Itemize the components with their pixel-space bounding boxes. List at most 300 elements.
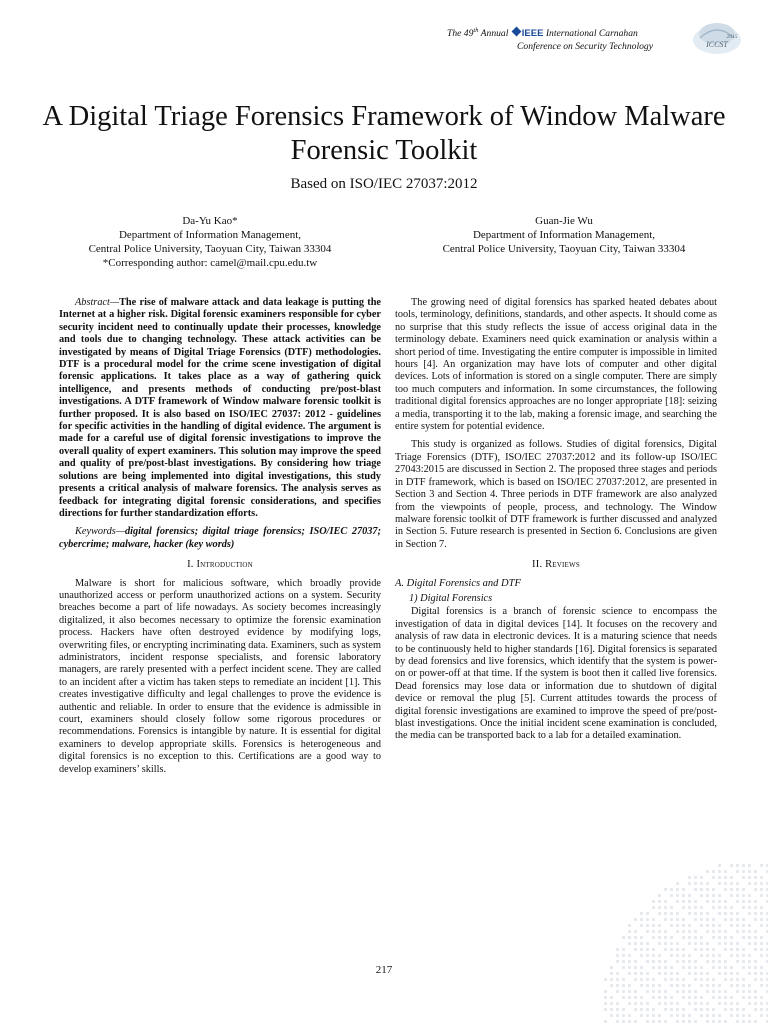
watermark-dot [688, 996, 691, 999]
watermark-dot [670, 1014, 673, 1017]
watermark-dot [754, 1008, 757, 1011]
watermark-dot [694, 906, 697, 909]
watermark-dot [748, 936, 751, 939]
watermark-dot [748, 924, 751, 927]
watermark-dot [622, 984, 625, 987]
watermark-dot [682, 900, 685, 903]
watermark-dot [658, 930, 661, 933]
watermark-dot [742, 996, 745, 999]
watermark-dot [604, 1008, 607, 1011]
watermark-dot [706, 948, 709, 951]
watermark-dot [652, 918, 655, 921]
watermark-dot [664, 978, 667, 981]
watermark-dot [694, 912, 697, 915]
watermark-dot [754, 948, 757, 951]
watermark-dot [700, 1002, 703, 1005]
watermark-dot [658, 1002, 661, 1005]
watermark-dot [718, 990, 721, 993]
watermark-dot [724, 948, 727, 951]
watermark-dot [730, 876, 733, 879]
watermark-dot [712, 996, 715, 999]
author-affiliation: Central Police University, Taoyuan City, Taiwan 33304 [88, 243, 332, 255]
watermark-dot [754, 936, 757, 939]
watermark-dot [682, 1014, 685, 1017]
watermark-dot [718, 996, 721, 999]
watermark-dot [712, 954, 715, 957]
watermark-dot [712, 978, 715, 981]
watermark-dot [628, 954, 631, 957]
watermark-dot [712, 930, 715, 933]
watermark-dot [646, 918, 649, 921]
watermark-dot [616, 1008, 619, 1011]
watermark-dot [712, 960, 715, 963]
watermark-dot [688, 1014, 691, 1017]
left-column [59, 297, 381, 782]
watermark-dot [682, 1020, 685, 1023]
watermark-dot [634, 930, 637, 933]
watermark-dot [724, 888, 727, 891]
watermark-dot [670, 936, 673, 939]
watermark-dot [712, 870, 715, 873]
watermark-dot [628, 996, 631, 999]
watermark-dot [616, 948, 619, 951]
watermark-dot [736, 864, 739, 867]
watermark-dot [730, 936, 733, 939]
watermark-dot [688, 960, 691, 963]
watermark-dot [676, 888, 679, 891]
watermark-dot [712, 876, 715, 879]
watermark-dot [706, 978, 709, 981]
watermark-dot [748, 870, 751, 873]
watermark-dot [730, 882, 733, 885]
watermark-dot [646, 960, 649, 963]
watermark-dot [628, 960, 631, 963]
watermark-dot [634, 1008, 637, 1011]
watermark-dot [622, 1020, 625, 1023]
watermark-dot [610, 1014, 613, 1017]
watermark-dot [604, 1020, 607, 1023]
watermark-dot [718, 882, 721, 885]
watermark-dot [646, 990, 649, 993]
watermark-dot [700, 906, 703, 909]
watermark-dot [712, 936, 715, 939]
watermark-dot [622, 996, 625, 999]
watermark-dot [664, 1020, 667, 1023]
watermark-dot [664, 930, 667, 933]
watermark-dot [628, 1002, 631, 1005]
watermark-dot [688, 1020, 691, 1023]
author-block-2 [394, 214, 734, 256]
watermark-dot [616, 1014, 619, 1017]
watermark-dot [724, 876, 727, 879]
watermark-dot [730, 942, 733, 945]
watermark-dot [724, 978, 727, 981]
watermark-dot [670, 984, 673, 987]
watermark-dot [712, 894, 715, 897]
watermark-dot [754, 888, 757, 891]
watermark-dot [706, 1002, 709, 1005]
watermark-dot [652, 1014, 655, 1017]
author-name: Guan-Jie Wu [535, 215, 593, 227]
watermark-dot [718, 924, 721, 927]
watermark-dot [682, 978, 685, 981]
watermark-dot [700, 954, 703, 957]
watermark-dot [652, 936, 655, 939]
watermark-dot [736, 930, 739, 933]
watermark-dot [748, 900, 751, 903]
watermark-dot [718, 930, 721, 933]
watermark-dot [730, 948, 733, 951]
watermark-dot [724, 930, 727, 933]
watermark-dot [736, 1008, 739, 1011]
watermark-dot [664, 960, 667, 963]
watermark-dot [724, 996, 727, 999]
watermark-dot [676, 1008, 679, 1011]
watermark-dot [754, 906, 757, 909]
watermark-dot [670, 888, 673, 891]
watermark-dot [682, 960, 685, 963]
watermark-dot [610, 978, 613, 981]
watermark-dot [760, 942, 763, 945]
watermark-dot [730, 864, 733, 867]
page-number: 217 [375, 964, 393, 976]
watermark-dot [700, 996, 703, 999]
watermark-dot [628, 1014, 631, 1017]
logo-text: ICCST [706, 40, 728, 49]
watermark-dot [688, 930, 691, 933]
watermark-dot [748, 1014, 751, 1017]
watermark-dot [676, 924, 679, 927]
watermark-dot [706, 894, 709, 897]
watermark-dot [742, 1008, 745, 1011]
watermark-dot [748, 990, 751, 993]
watermark-dot [682, 918, 685, 921]
watermark-dot [610, 1002, 613, 1005]
watermark-dot [646, 978, 649, 981]
watermark-dot [634, 960, 637, 963]
watermark-dot [754, 1002, 757, 1005]
watermark-dot [634, 918, 637, 921]
watermark-dot [682, 930, 685, 933]
watermark-dot [688, 984, 691, 987]
watermark-dot [700, 1014, 703, 1017]
watermark-dot [664, 888, 667, 891]
watermark-dot [688, 1002, 691, 1005]
watermark-dot [706, 1020, 709, 1023]
watermark-dot [670, 912, 673, 915]
watermark-dot [724, 870, 727, 873]
watermark-dot [652, 984, 655, 987]
watermark-dot [676, 912, 679, 915]
watermark-dot [760, 1008, 763, 1011]
watermark-dot [700, 978, 703, 981]
watermark-dot [682, 996, 685, 999]
watermark-dot [712, 888, 715, 891]
watermark-dot [706, 984, 709, 987]
watermark-dot [676, 960, 679, 963]
watermark-dot [700, 1008, 703, 1011]
watermark-dot [736, 948, 739, 951]
watermark-dot [670, 894, 673, 897]
watermark-dot [694, 900, 697, 903]
watermark-dot [748, 864, 751, 867]
watermark-dot [700, 918, 703, 921]
watermark-dot [634, 936, 637, 939]
abstract: Abstract—The rise of malware attack and data leakage is putting the Internet at a higher risk. Digital forensic examiners responsible for cyber security incident need to continually update their processes, knowledge and tools due to changing technology. These attack activities can be investigated by means of Digital Triage Forensics (DTF) methodologies. DTF is a procedural model for the crime scene investigation of digital forensic applications. It takes place as a way of gathering quick intelligence, and presents methods of conducting pre/post-blast investigations. A DTF framework of Window malware forensic toolkit is further proposed. It is also based on ISO/IEC 27037: 2012 - guidelines for specific activities in the handling of digital evidence. The argument is made for a careful use of digital forensic investigations to improve the overall quality of expert examiners. This solution may improve the speed and quality of pre/post-blast investigations. By considering how triage solutions are being implemented into digital investigations, this study presents a critical analysis of malware forensics. The analysis serves as feedback for integrating digital forensic considerations, and specifies directions for further standardization efforts. [59, 297, 381, 519]
watermark-dot [622, 960, 625, 963]
watermark-dot [622, 1014, 625, 1017]
watermark-dot [664, 918, 667, 921]
watermark-dot [760, 936, 763, 939]
watermark-dot [658, 1020, 661, 1023]
conference-line-1: The 49th Annual IEEE International Carnahan [447, 27, 638, 40]
watermark-dot [748, 894, 751, 897]
section-heading-reviews: II. Reviews [532, 559, 580, 571]
watermark-dot [742, 924, 745, 927]
watermark-dot [730, 1002, 733, 1005]
watermark-dot [718, 936, 721, 939]
subsection-heading-a: A. Digital Forensics and DTF [395, 577, 521, 589]
watermark-dot [640, 984, 643, 987]
watermark-dot [760, 912, 763, 915]
watermark-dot [700, 924, 703, 927]
watermark-dot [670, 978, 673, 981]
watermark-dot [670, 1002, 673, 1005]
watermark-dot [664, 912, 667, 915]
watermark-dot [754, 882, 757, 885]
watermark-dot [664, 996, 667, 999]
watermark-dot [700, 942, 703, 945]
watermark-dot [676, 954, 679, 957]
watermark-dot [694, 978, 697, 981]
watermark-dot [718, 1020, 721, 1023]
watermark-dot [652, 954, 655, 957]
watermark-dot [676, 984, 679, 987]
watermark-dot [688, 906, 691, 909]
watermark-dot [694, 996, 697, 999]
watermark-dot [736, 918, 739, 921]
watermark-dot [622, 954, 625, 957]
watermark-dot [718, 1002, 721, 1005]
watermark-dot [640, 936, 643, 939]
watermark-dot [628, 1020, 631, 1023]
watermark-dot [754, 978, 757, 981]
watermark-dot [724, 960, 727, 963]
watermark-dot [754, 960, 757, 963]
watermark-dot [658, 942, 661, 945]
watermark-dot [682, 906, 685, 909]
watermark-dot [694, 876, 697, 879]
watermark-dot [742, 1014, 745, 1017]
watermark-dot [754, 990, 757, 993]
watermark-dot [658, 954, 661, 957]
watermark-dot [718, 906, 721, 909]
watermark-dot [610, 996, 613, 999]
subsubsection-heading-1: 1) Digital Forensics [409, 592, 493, 604]
world-map-watermark-icon [600, 860, 768, 1024]
watermark-dot [760, 1014, 763, 1017]
watermark-dot [694, 936, 697, 939]
watermark-dot [694, 990, 697, 993]
watermark-dot [712, 900, 715, 903]
watermark-dot [628, 930, 631, 933]
watermark-dot [736, 954, 739, 957]
watermark-dot [736, 1020, 739, 1023]
watermark-dot [646, 1014, 649, 1017]
watermark-dot [700, 888, 703, 891]
watermark-dot [640, 978, 643, 981]
watermark-dot [730, 894, 733, 897]
watermark-dot [604, 996, 607, 999]
watermark-dot [760, 888, 763, 891]
watermark-dot [640, 948, 643, 951]
paper-subtitle: Based on ISO/IEC 27037:2012 [290, 176, 478, 192]
watermark-dot [754, 918, 757, 921]
watermark-dot [682, 990, 685, 993]
watermark-dot [694, 882, 697, 885]
watermark-dot [694, 948, 697, 951]
watermark-dot [760, 876, 763, 879]
watermark-dot [640, 954, 643, 957]
watermark-dot [706, 912, 709, 915]
watermark-dot [706, 1008, 709, 1011]
watermark-dot [616, 990, 619, 993]
watermark-dot [718, 954, 721, 957]
watermark-dot [742, 948, 745, 951]
watermark-dot [640, 924, 643, 927]
watermark-dot [748, 1020, 751, 1023]
watermark-dot [652, 924, 655, 927]
watermark-dot [730, 984, 733, 987]
watermark-dot [658, 906, 661, 909]
watermark-dot [652, 1008, 655, 1011]
watermark-dot [670, 918, 673, 921]
watermark-dot [670, 1008, 673, 1011]
watermark-dot [694, 960, 697, 963]
watermark-dot [634, 948, 637, 951]
watermark-dot [682, 888, 685, 891]
watermark-dot [622, 1008, 625, 1011]
watermark-dot [682, 924, 685, 927]
watermark-dot [658, 996, 661, 999]
watermark-dot [748, 930, 751, 933]
watermark-dot [652, 1020, 655, 1023]
watermark-dot [760, 924, 763, 927]
watermark-dot [616, 978, 619, 981]
watermark-dot [640, 1002, 643, 1005]
watermark-dot [748, 960, 751, 963]
watermark-dot [724, 1002, 727, 1005]
watermark-dot [718, 870, 721, 873]
watermark-dot [670, 948, 673, 951]
watermark-dot [736, 942, 739, 945]
watermark-dot [748, 876, 751, 879]
watermark-dot [646, 942, 649, 945]
watermark-dot [754, 1020, 757, 1023]
conference-line-2: Conference on Security Technology [517, 41, 653, 53]
author-name: Da-Yu Kao* [182, 215, 238, 227]
watermark-dot [760, 906, 763, 909]
watermark-dot [670, 996, 673, 999]
watermark-dot [634, 1020, 637, 1023]
watermark-dot [718, 1014, 721, 1017]
watermark-dot [634, 990, 637, 993]
watermark-dot [718, 864, 721, 867]
watermark-dot [760, 996, 763, 999]
watermark-dot [688, 990, 691, 993]
watermark-dot [676, 1002, 679, 1005]
watermark-dot [700, 936, 703, 939]
watermark-dot [736, 960, 739, 963]
watermark-dot [712, 984, 715, 987]
watermark-dot [754, 870, 757, 873]
watermark-dot [754, 942, 757, 945]
watermark-dot [676, 882, 679, 885]
watermark-dot [640, 918, 643, 921]
watermark-dot [664, 942, 667, 945]
watermark-dot [676, 918, 679, 921]
watermark-dot [712, 948, 715, 951]
watermark-dot [682, 894, 685, 897]
watermark-dot [724, 882, 727, 885]
watermark-dot [646, 924, 649, 927]
watermark-dot [634, 1002, 637, 1005]
watermark-dot [754, 996, 757, 999]
watermark-dot [760, 918, 763, 921]
watermark-dot [706, 942, 709, 945]
watermark-dot [688, 912, 691, 915]
watermark-dot [682, 954, 685, 957]
watermark-dot [688, 942, 691, 945]
watermark-dot [760, 954, 763, 957]
watermark-dot [700, 894, 703, 897]
watermark-dot [652, 906, 655, 909]
watermark-dot [712, 906, 715, 909]
watermark-dot [622, 936, 625, 939]
watermark-dot [616, 1020, 619, 1023]
watermark-dot [676, 1014, 679, 1017]
watermark-dot [742, 990, 745, 993]
watermark-dot [748, 912, 751, 915]
watermark-dot [724, 900, 727, 903]
watermark-dot [706, 924, 709, 927]
watermark-dot [634, 978, 637, 981]
watermark-dot [652, 996, 655, 999]
watermark-dot [658, 912, 661, 915]
watermark-dot [742, 888, 745, 891]
corresponding-note: *Corresponding author: camel@mail.cpu.edu.tw [102, 257, 318, 269]
watermark-dot [700, 882, 703, 885]
watermark-dot [748, 954, 751, 957]
paper-title: A Digital Triage Forensics Framework of Window Malware Forensic Toolkit [42, 101, 726, 166]
watermark-dot [610, 1008, 613, 1011]
watermark-dot [712, 1008, 715, 1011]
watermark-dot [754, 900, 757, 903]
watermark-dot [760, 864, 763, 867]
watermark-dot [730, 1014, 733, 1017]
author-dept: Department of Information Management, [472, 229, 656, 241]
watermark-dot [616, 984, 619, 987]
watermark-dot [742, 930, 745, 933]
watermark-dot [742, 960, 745, 963]
watermark-dot [640, 996, 643, 999]
watermark-dot [706, 960, 709, 963]
watermark-dot [640, 912, 643, 915]
watermark-dot [730, 954, 733, 957]
watermark-dot [742, 876, 745, 879]
watermark-dot [736, 888, 739, 891]
watermark-dot [604, 1002, 607, 1005]
